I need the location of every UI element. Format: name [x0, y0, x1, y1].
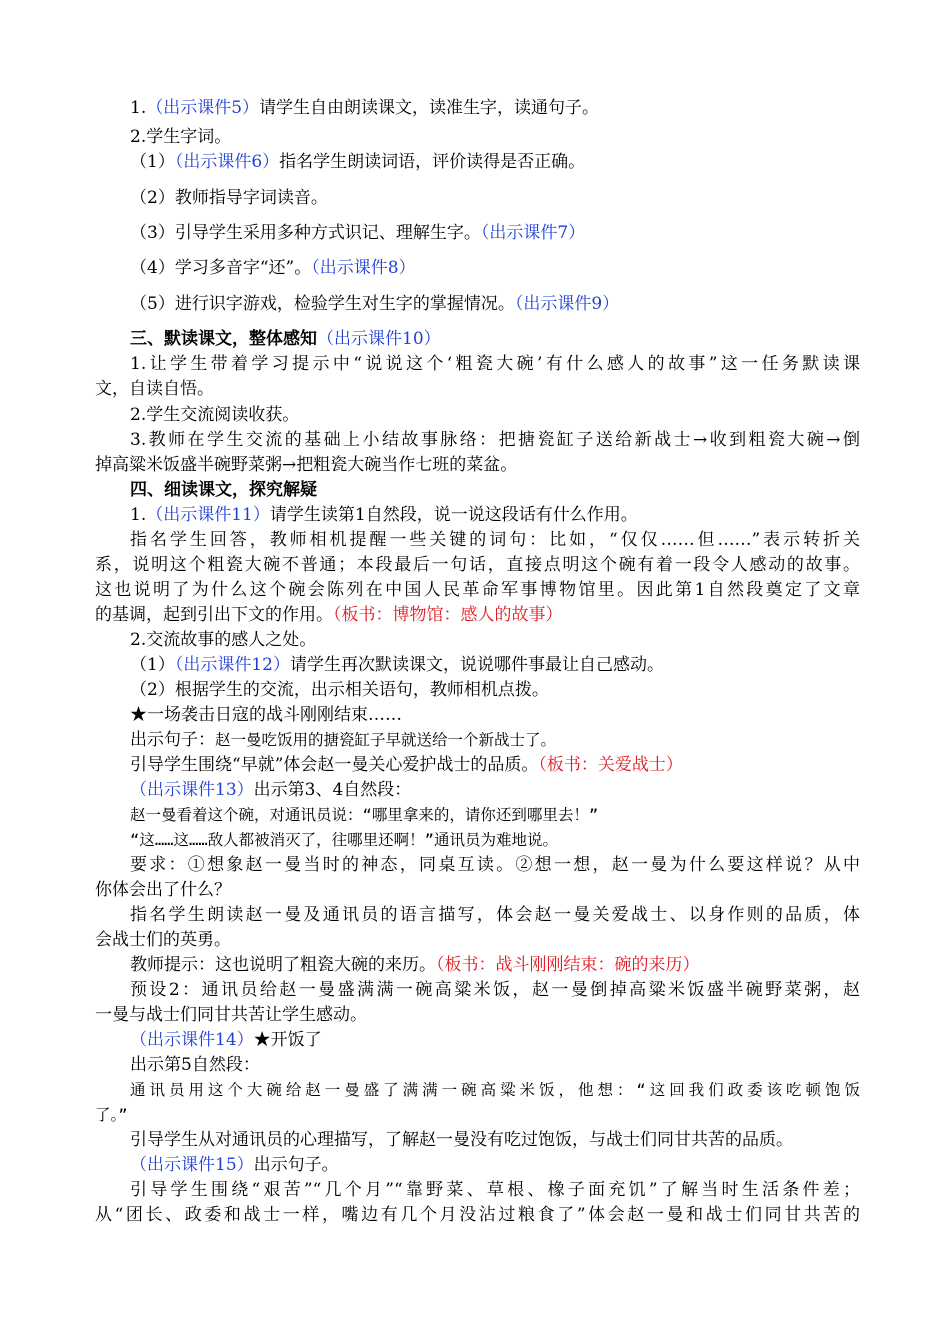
text-line [130, 528, 860, 552]
text-span: 引导学生围绕“艰苦”“几个月”“靠野菜、草根、橡子面充饥”了解当时生活条件差； [130, 1180, 860, 1200]
board-note: （板书：战斗刚刚结束：碗的来历） [436, 955, 700, 975]
text-span: 会战士们的英勇。 [95, 930, 231, 950]
text-span: ★开饭了 [253, 1030, 322, 1050]
courseware-note: （出示课件11） [146, 505, 270, 525]
quoted-text: 赵一曼吃饭用的搪瓷缸子早就送给一个新战士了。 [215, 731, 557, 749]
courseware-note: （出示课件5） [146, 98, 260, 118]
text-span: 出示句子： [130, 730, 215, 750]
text-line [95, 578, 860, 602]
text-span: 指名学生朗读词语，评价读得是否正确。 [279, 152, 586, 172]
text-span: 出示第5自然段： [130, 1055, 260, 1075]
text-span: 你体会出了什么？ [95, 880, 231, 900]
text-span: 1. [130, 98, 147, 118]
text-line [95, 553, 860, 577]
text-line [130, 292, 860, 316]
text-span: 掉高粱米饭盛半碗野菜粥→把粗瓷大碗当作七班的菜盆。 [95, 455, 518, 475]
board-note: （板书：关爱战士） [538, 755, 683, 775]
text-line [95, 453, 860, 477]
text-line [130, 96, 860, 120]
text-span: ★一场袭击日寇的战斗刚刚结束…… [130, 705, 402, 725]
text-line [95, 603, 860, 627]
courseware-note: （出示课件7） [480, 223, 586, 243]
text-span: 预设2：通讯员给赵一曼盛满满一碗高粱米饭，赵一曼倒掉高粱米饭盛半碗野菜粥，赵 [130, 980, 860, 1000]
text-line [130, 803, 860, 827]
text-line [130, 1053, 860, 1077]
section-heading: 三、默读课文，整体感知 [130, 329, 317, 349]
text-span: （3）引导学生采用多种方式识记、理解生字。 [130, 223, 481, 243]
text-span: 引导学生围绕“早就”体会赵一曼关心爱护战士的品质。 [130, 755, 539, 775]
text-span: （1） [130, 655, 175, 675]
text-line [130, 1028, 860, 1052]
text-line [130, 1153, 860, 1177]
courseware-note: （出示课件6） [174, 152, 280, 172]
section-heading: 四、细读课文，探究解疑 [130, 480, 317, 500]
text-line [95, 377, 860, 401]
text-span: 引导学生从对通讯员的心理描写，了解赵一曼没有吃过饱饭，与战士们同甘共苦的品质。 [130, 1130, 793, 1150]
text-line [95, 1203, 860, 1227]
text-line [130, 403, 860, 427]
text-span: 系，说明这个粗瓷大碗不普通；本段最后一句话，直接点明这个碗有着一段令人感动的故事。 [95, 555, 860, 575]
text-span: 这也说明了为什么这个碗会陈列在中国人民革命军事博物馆里。因此第1自然段奠定了文章 [95, 580, 860, 600]
text-line [130, 186, 860, 210]
quoted-text: 通讯员用这个大碗给赵一曼盛了满满一碗高粱米饭，他想：“这回我们政委该吃顿饱饭 [130, 1081, 860, 1099]
text-span: 教师提示：这也说明了粗瓷大碗的来历。 [130, 955, 436, 975]
text-span: 从“团长、政委和战士一样，嘴边有几个月没沾过粮食了”体会赵一曼和战士们同甘共苦的 [95, 1205, 860, 1225]
text-line [130, 1178, 860, 1202]
text-line [95, 1103, 860, 1127]
courseware-note: （出示课件12） [174, 655, 290, 675]
text-span: 2.学生交流阅读收获。 [130, 405, 300, 425]
courseware-note: （出示课件14） [130, 1030, 254, 1050]
text-line [130, 753, 860, 777]
text-span: 2.交流故事的感人之处。 [130, 630, 317, 650]
quoted-text: 赵一曼看着这个碗，对通讯员说：“哪里拿来的，请你还到哪里去！” [130, 806, 599, 824]
text-span: （1） [130, 152, 175, 172]
text-span: 2.学生字词。 [130, 127, 232, 147]
text-line [130, 703, 860, 727]
courseware-note: （出示课件10） [317, 329, 441, 349]
text-span: 3.教师在学生交流的基础上小结故事脉络：把搪瓷缸子送给新战士→收到粗瓷大碗→倒 [130, 430, 860, 450]
text-line [130, 903, 860, 927]
text-span: （2）根据学生的交流，出示相关语句，教师相机点拨。 [130, 680, 549, 700]
quoted-text: 了。” [95, 1106, 128, 1124]
text-span: 1. [130, 505, 147, 525]
text-line [130, 628, 860, 652]
text-line [130, 978, 860, 1002]
text-line [130, 256, 860, 280]
courseware-note: （出示课件15） [130, 1155, 254, 1175]
text-line [130, 953, 860, 977]
text-span: （4）学习多音字“还”。 [130, 258, 312, 278]
text-line [130, 150, 860, 174]
text-span: 请学生再次默读课文，说说哪件事最让自己感动。 [289, 655, 664, 675]
text-line [130, 828, 860, 852]
text-line [95, 1003, 860, 1027]
courseware-note: （出示课件8） [311, 258, 416, 278]
text-line [95, 878, 860, 902]
text-line [130, 1078, 860, 1102]
text-span: 1.让学生带着学习提示中“说说这个‘粗瓷大碗’有什么感人的故事”这一任务默读课 [130, 354, 860, 374]
text-line [130, 778, 860, 802]
text-span: 出示第3、4自然段： [253, 780, 412, 800]
text-span: 指名学生回答，教师相机提醒一些关键的词句：比如，“仅仅……但……”表示转折关 [130, 530, 860, 550]
text-line [130, 728, 860, 752]
text-line [130, 503, 860, 527]
text-line [130, 678, 860, 702]
text-line [130, 1128, 860, 1152]
text-line [130, 125, 860, 149]
text-span: 请学生自由朗读课文，读准生字，读通句子。 [259, 98, 600, 118]
text-span: （5）进行识字游戏，检验学生对生字的掌握情况。 [130, 294, 515, 314]
text-line [130, 428, 860, 452]
text-span: 请学生读第1自然段，说一说这段话有什么作用。 [269, 505, 638, 525]
board-note: （板书：博物馆：感人的故事） [333, 605, 563, 625]
text-line [130, 221, 860, 245]
text-line [130, 352, 860, 376]
text-span: （2）教师指导字词读音。 [130, 188, 328, 208]
text-line [130, 327, 860, 351]
text-span: 出示句子。 [253, 1155, 339, 1175]
text-line [130, 653, 860, 677]
text-span: 一曼与战士们同甘共苦让学生感动。 [95, 1005, 367, 1025]
text-line [130, 478, 860, 502]
text-span: 的基调，起到引出下文的作用。 [95, 605, 333, 625]
text-line [130, 853, 860, 877]
text-span: 要求：①想象赵一曼当时的神态，同桌互读。②想一想，赵一曼为什么要这样说？从中 [130, 855, 860, 875]
text-span: 指名学生朗读赵一曼及通讯员的语言描写，体会赵一曼关爱战士、以身作则的品质，体 [130, 905, 860, 925]
text-line [95, 928, 860, 952]
quoted-text: “这……这……敌人都被消灭了，往哪里还啊！”通讯员为难地说。 [130, 831, 558, 849]
text-span: 文，自读自悟。 [95, 379, 214, 399]
courseware-note: （出示课件9） [514, 294, 620, 314]
courseware-note: （出示课件13） [130, 780, 254, 800]
